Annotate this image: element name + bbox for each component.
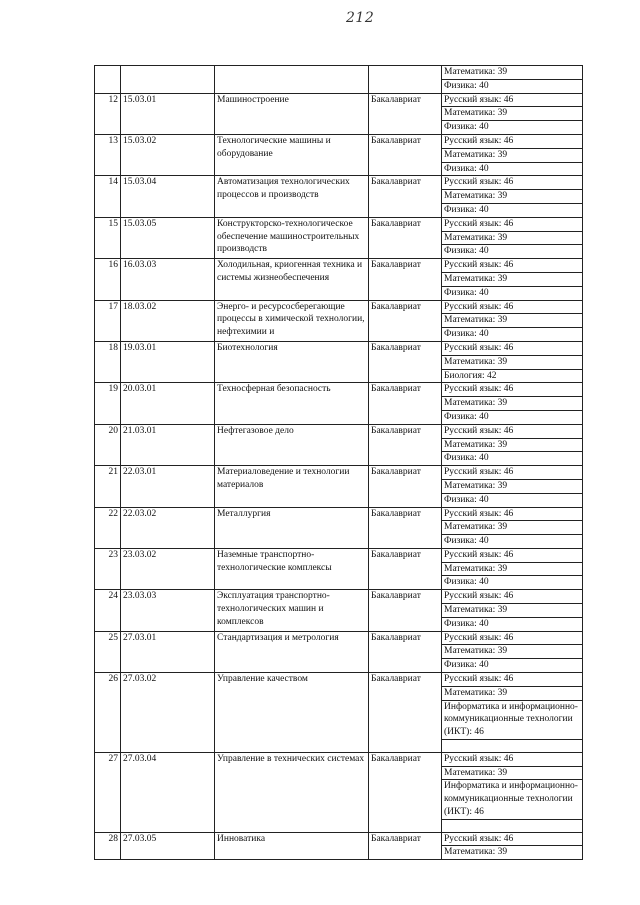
row-number: 14 (95, 176, 121, 217)
row-number: 18 (95, 341, 121, 382)
table-row (95, 66, 583, 80)
exam-subject: Математика: 39 (442, 645, 583, 659)
exam-subject: Русский язык: 46 (442, 300, 583, 314)
education-level: Бакалавриат (369, 548, 442, 589)
exam-subject: Русский язык: 46 (442, 176, 583, 190)
programs-table (94, 65, 583, 860)
direction-name: Нефтегазовое дело (215, 424, 369, 465)
exam-subject: Физика: 40 (442, 286, 583, 300)
row-number (95, 66, 121, 94)
direction-code: 19.03.01 (121, 341, 215, 382)
exam-subject: Физика: 40 (442, 328, 583, 342)
exam-subject: Физика: 40 (442, 576, 583, 590)
education-level: Бакалавриат (369, 424, 442, 465)
exam-subject: Математика: 39 (442, 438, 583, 452)
direction-name: Техносферная безопасность (215, 383, 369, 424)
direction-code: 22.03.01 (121, 466, 215, 507)
exam-subject: Физика: 40 (442, 535, 583, 549)
exam-subject: Информатика и информационно-коммуникационные технологии (ИКТ): 46 (442, 780, 583, 819)
direction-code: 15.03.02 (121, 134, 215, 175)
table-row (95, 752, 583, 766)
direction-name: Биотехнология (215, 341, 369, 382)
row-number: 28 (95, 832, 121, 860)
exam-subject: Математика: 39 (442, 479, 583, 493)
exam-subject: Математика: 39 (442, 846, 583, 860)
exam-subject: Физика: 40 (442, 121, 583, 135)
table-row (95, 383, 583, 397)
direction-name: Инноватика (215, 832, 369, 860)
education-level: Бакалавриат (369, 466, 442, 507)
row-number: 16 (95, 259, 121, 300)
exam-subject: Математика: 39 (442, 231, 583, 245)
direction-name: Управление качеством (215, 673, 369, 753)
table-row (95, 259, 583, 273)
direction-code: 18.03.02 (121, 300, 215, 341)
education-level (369, 66, 442, 94)
page-number: 212 (346, 10, 375, 26)
row-number: 12 (95, 93, 121, 134)
education-level: Бакалавриат (369, 176, 442, 217)
exam-subject: Русский язык: 46 (442, 590, 583, 604)
exam-subject: Русский язык: 46 (442, 466, 583, 480)
table-row (95, 341, 583, 355)
exam-subject: Математика: 39 (442, 355, 583, 369)
direction-name: Эксплуатация транспортно-технологических машин и комплексов (215, 590, 369, 631)
row-number: 20 (95, 424, 121, 465)
direction-code (121, 66, 215, 94)
direction-code: 21.03.01 (121, 424, 215, 465)
education-level: Бакалавриат (369, 383, 442, 424)
row-number: 25 (95, 631, 121, 672)
exam-subject: Русский язык: 46 (442, 134, 583, 148)
exam-subject-spacer (442, 819, 583, 832)
row-number: 15 (95, 217, 121, 258)
direction-name: Машиностроение (215, 93, 369, 134)
education-level: Бакалавриат (369, 673, 442, 753)
education-level: Бакалавриат (369, 93, 442, 134)
direction-name: Автоматизация технологических процессов и производств (215, 176, 369, 217)
direction-code: 15.03.01 (121, 93, 215, 134)
row-number: 24 (95, 590, 121, 631)
exam-subject: Физика: 40 (442, 452, 583, 466)
table-row (95, 134, 583, 148)
exam-subject: Физика: 40 (442, 617, 583, 631)
row-number: 17 (95, 300, 121, 341)
exam-subject: Математика: 39 (442, 314, 583, 328)
exam-subject: Русский язык: 46 (442, 383, 583, 397)
exam-subject: Русский язык: 46 (442, 548, 583, 562)
exam-subject: Русский язык: 46 (442, 424, 583, 438)
direction-code: 15.03.05 (121, 217, 215, 258)
education-level: Бакалавриат (369, 134, 442, 175)
education-level: Бакалавриат (369, 217, 442, 258)
direction-name: Управление в технических системах (215, 752, 369, 832)
education-level: Бакалавриат (369, 259, 442, 300)
exam-subject: Математика: 39 (442, 604, 583, 618)
row-number: 23 (95, 548, 121, 589)
row-number: 21 (95, 466, 121, 507)
table-row (95, 507, 583, 521)
direction-name: Стандартизация и метрология (215, 631, 369, 672)
exam-subject: Физика: 40 (442, 410, 583, 424)
exam-subject: Физика: 40 (442, 245, 583, 259)
table-row (95, 590, 583, 604)
table-row (95, 217, 583, 231)
row-number: 22 (95, 507, 121, 548)
exam-subject: Биология: 42 (442, 369, 583, 383)
exam-subject: Русский язык: 46 (442, 93, 583, 107)
exam-subject: Русский язык: 46 (442, 507, 583, 521)
row-number: 26 (95, 673, 121, 753)
exam-subject: Русский язык: 46 (442, 752, 583, 766)
exam-subject: Русский язык: 46 (442, 217, 583, 231)
direction-name (215, 66, 369, 94)
exam-subject: Математика: 39 (442, 521, 583, 535)
table-row (95, 548, 583, 562)
row-number: 19 (95, 383, 121, 424)
direction-code: 23.03.02 (121, 548, 215, 589)
direction-code: 27.03.02 (121, 673, 215, 753)
direction-code: 23.03.03 (121, 590, 215, 631)
direction-name: Конструкторско-технологическое обеспечение машиностроительных производств (215, 217, 369, 258)
row-number: 13 (95, 134, 121, 175)
exam-subject: Математика: 39 (442, 190, 583, 204)
exam-subject: Русский язык: 46 (442, 341, 583, 355)
table-row (95, 424, 583, 438)
direction-code: 27.03.04 (121, 752, 215, 832)
table-row (95, 176, 583, 190)
exam-subject: Математика: 39 (442, 66, 583, 80)
table-row (95, 93, 583, 107)
exam-subject: Математика: 39 (442, 272, 583, 286)
direction-name: Материаловедение и технологии материалов (215, 466, 369, 507)
exam-subject: Физика: 40 (442, 79, 583, 93)
direction-code: 27.03.01 (121, 631, 215, 672)
education-level: Бакалавриат (369, 631, 442, 672)
education-level: Бакалавриат (369, 341, 442, 382)
exam-subject: Физика: 40 (442, 659, 583, 673)
table-row (95, 673, 583, 687)
direction-code: 20.03.01 (121, 383, 215, 424)
education-level: Бакалавриат (369, 507, 442, 548)
exam-subject: Математика: 39 (442, 686, 583, 700)
table-row (95, 631, 583, 645)
table-row (95, 466, 583, 480)
direction-code: 22.03.02 (121, 507, 215, 548)
exam-subject: Русский язык: 46 (442, 631, 583, 645)
exam-subject: Физика: 40 (442, 162, 583, 176)
exam-subject: Информатика и информационно-коммуникационные технологии (ИКТ): 46 (442, 700, 583, 739)
direction-name: Технологические машины и оборудование (215, 134, 369, 175)
exam-subject: Математика: 39 (442, 562, 583, 576)
exam-subject-spacer (442, 740, 583, 753)
exam-subject: Математика: 39 (442, 148, 583, 162)
education-level: Бакалавриат (369, 752, 442, 832)
row-number: 27 (95, 752, 121, 832)
direction-name: Металлургия (215, 507, 369, 548)
education-level: Бакалавриат (369, 832, 442, 860)
exam-subject: Физика: 40 (442, 493, 583, 507)
exam-subject: Русский язык: 46 (442, 673, 583, 687)
exam-subject: Русский язык: 46 (442, 259, 583, 273)
direction-code: 15.03.04 (121, 176, 215, 217)
direction-name: Холодильная, криогенная техника и системы жизнеобеспечения (215, 259, 369, 300)
direction-name: Энерго- и ресурсосберегающие процессы в химической технологии, нефтехимии и (215, 300, 369, 341)
direction-code: 16.03.03 (121, 259, 215, 300)
table-row (95, 832, 583, 846)
exam-subject: Физика: 40 (442, 203, 583, 217)
exam-subject: Математика: 39 (442, 107, 583, 121)
exam-subject: Русский язык: 46 (442, 832, 583, 846)
direction-code: 27.03.05 (121, 832, 215, 860)
exam-subject: Математика: 39 (442, 397, 583, 411)
exam-subject: Математика: 39 (442, 766, 583, 780)
education-level: Бакалавриат (369, 300, 442, 341)
education-level: Бакалавриат (369, 590, 442, 631)
table-row (95, 300, 583, 314)
direction-name: Наземные транспортно-технологические комплексы (215, 548, 369, 589)
